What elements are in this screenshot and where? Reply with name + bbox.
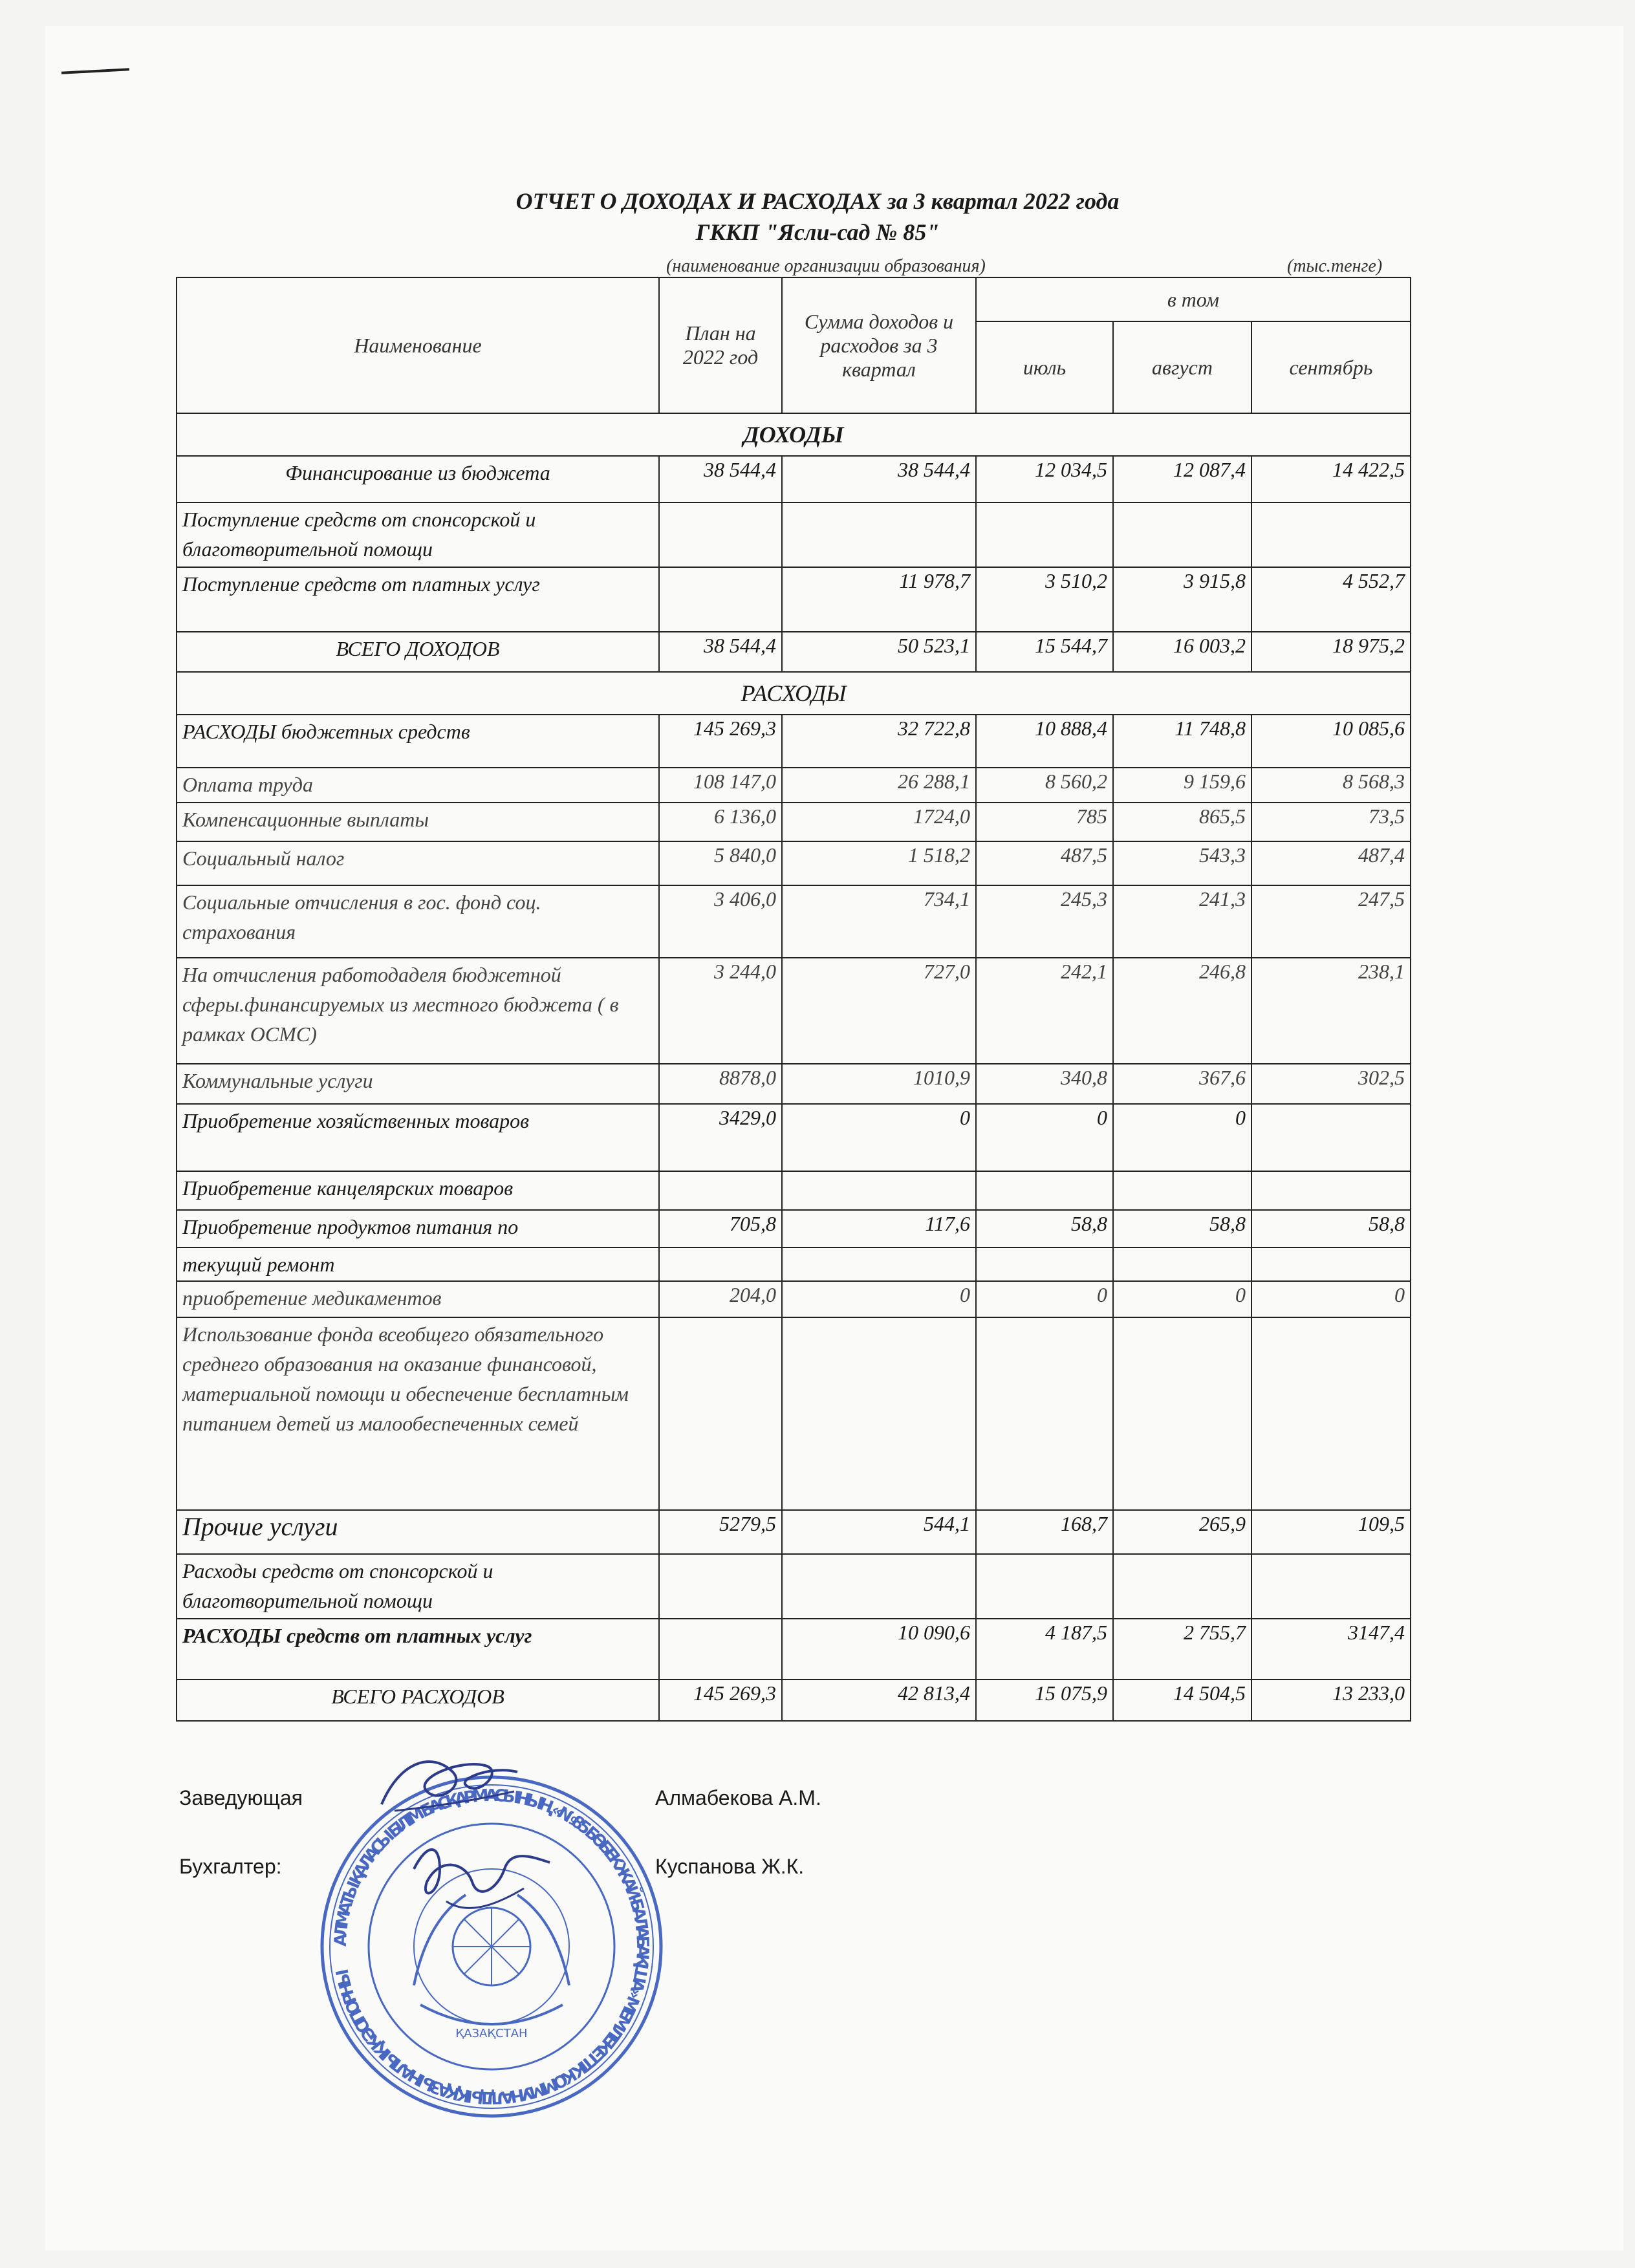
col-header-name: Наименование: [177, 277, 659, 413]
table-row: Поступление средств от спонсорской и благотворительной помощи: [177, 502, 1411, 567]
table-row: Социальные отчисления в гос. фонд соц. страхования 3 406,0 734,1 245,3 241,3 247,5: [177, 885, 1411, 958]
col-header-sep: сентябрь: [1251, 321, 1411, 413]
col-header-incl: в том: [976, 277, 1411, 321]
seal-center-text: ҚАЗАҚСТАН: [455, 2027, 528, 2040]
table-row: Оплата труда 108 147,0 26 288,1 8 560,2 9 159,6 8 568,3: [177, 768, 1411, 803]
table-row: Компенсационные выплаты 6 136,0 1724,0 785 865,5 73,5: [177, 803, 1411, 841]
organization-note: (наименование организации образования): [666, 256, 986, 276]
table-row: Приобретение хозяйственных товаров 3429,0 0 0 0: [177, 1104, 1411, 1171]
col-header-aug: август: [1113, 321, 1251, 413]
table-row: На отчисления работодаделя бюджетной сферы.финансируемых из местного бюджета ( в рамках ОСМС) 3 244,0 727,0 242,1 246,8 238,1: [177, 958, 1411, 1064]
table-row: Приобретение канцелярских товаров: [177, 1171, 1411, 1210]
table-row: РАСХОДЫ средств от платных услуг 10 090,6 4 187,5 2 755,7 3147,4: [177, 1619, 1411, 1679]
col-header-quarter: Сумма доходов и расходов за 3 квартал: [782, 277, 976, 413]
organization-title: ГККП "Ясли-сад № 85": [695, 219, 940, 245]
table-row: текущий ремонт: [177, 1247, 1411, 1281]
table-row: Приобретение продуктов питания по 705,8 117,6 58,8 58,8 58,8: [177, 1210, 1411, 1247]
table-row: Прочие услуги 5279,5 544,1 168,7 265,9 109,5: [177, 1510, 1411, 1554]
table-row: РАСХОДЫ бюджетных средств 145 269,3 32 722,8 10 888,4 11 748,8 10 085,6: [177, 715, 1411, 768]
table-row: Расходы средств от спонсорской и благотворительной помощи: [177, 1554, 1411, 1619]
table-row: Коммунальные услуги 8878,0 1010,9 340,8 367,6 302,5: [177, 1064, 1411, 1104]
table-row: Социальный налог 5 840,0 1 518,2 487,5 543,3 487,4: [177, 841, 1411, 885]
expense-section-heading: РАСХОДЫ: [177, 672, 1411, 715]
table-row: приобретение медикаментов 204,0 0 0 0 0: [177, 1281, 1411, 1317]
accountant-signature: [401, 1830, 556, 1921]
seal-outer-text: АЛМАТЫ ҚАЛАСЫ БІЛІМ БАСҚАРМАСЫНЫҢ «№85 БӨБЕКЖАЙ-БАЛАБАҚША» МЕМЛЕКЕТТІК КОММУНАЛДЫҚ ҚАЗЫНАЛЫҚ КӘСІПОРНЫ: [330, 1786, 653, 2108]
accountant-title: Бухгалтер:: [179, 1855, 282, 1878]
col-header-plan: План на 2022 год: [659, 277, 782, 413]
table-row: Использование фонда всеобщего обязательного среднего образования на оказание финансовой, материальной помощи и обеспечение бесплатным питанием детей из малообеспеченных семей: [177, 1317, 1411, 1510]
table-row: ВСЕГО РАСХОДОВ 145 269,3 42 813,4 15 075,9 14 504,5 13 233,0: [177, 1679, 1411, 1721]
head-title: Заведующая: [179, 1786, 303, 1809]
table-row: Финансирование из бюджета 38 544,4 38 544,4 12 034,5 12 087,4 14 422,5: [177, 456, 1411, 502]
income-expense-table: [176, 277, 1411, 1722]
table-row: Поступление средств от платных услуг 11 978,7 3 510,2 3 915,8 4 552,7: [177, 567, 1411, 632]
report-title: ОТЧЕТ О ДОХОДАХ И РАСХОДАХ за 3 квартал 2022 года: [515, 188, 1120, 214]
col-header-jul: июль: [976, 321, 1113, 413]
head-signature: [375, 1746, 524, 1830]
head-name: Алмабекова А.М.: [655, 1786, 821, 1809]
unit-note: (тыс.тенге): [1287, 256, 1383, 276]
income-section-heading: ДОХОДЫ: [177, 413, 1411, 456]
table-row: ВСЕГО ДОХОДОВ 38 544,4 50 523,1 15 544,7 16 003,2 18 975,2: [177, 632, 1411, 672]
accountant-name: Куспанова Ж.К.: [655, 1855, 805, 1878]
